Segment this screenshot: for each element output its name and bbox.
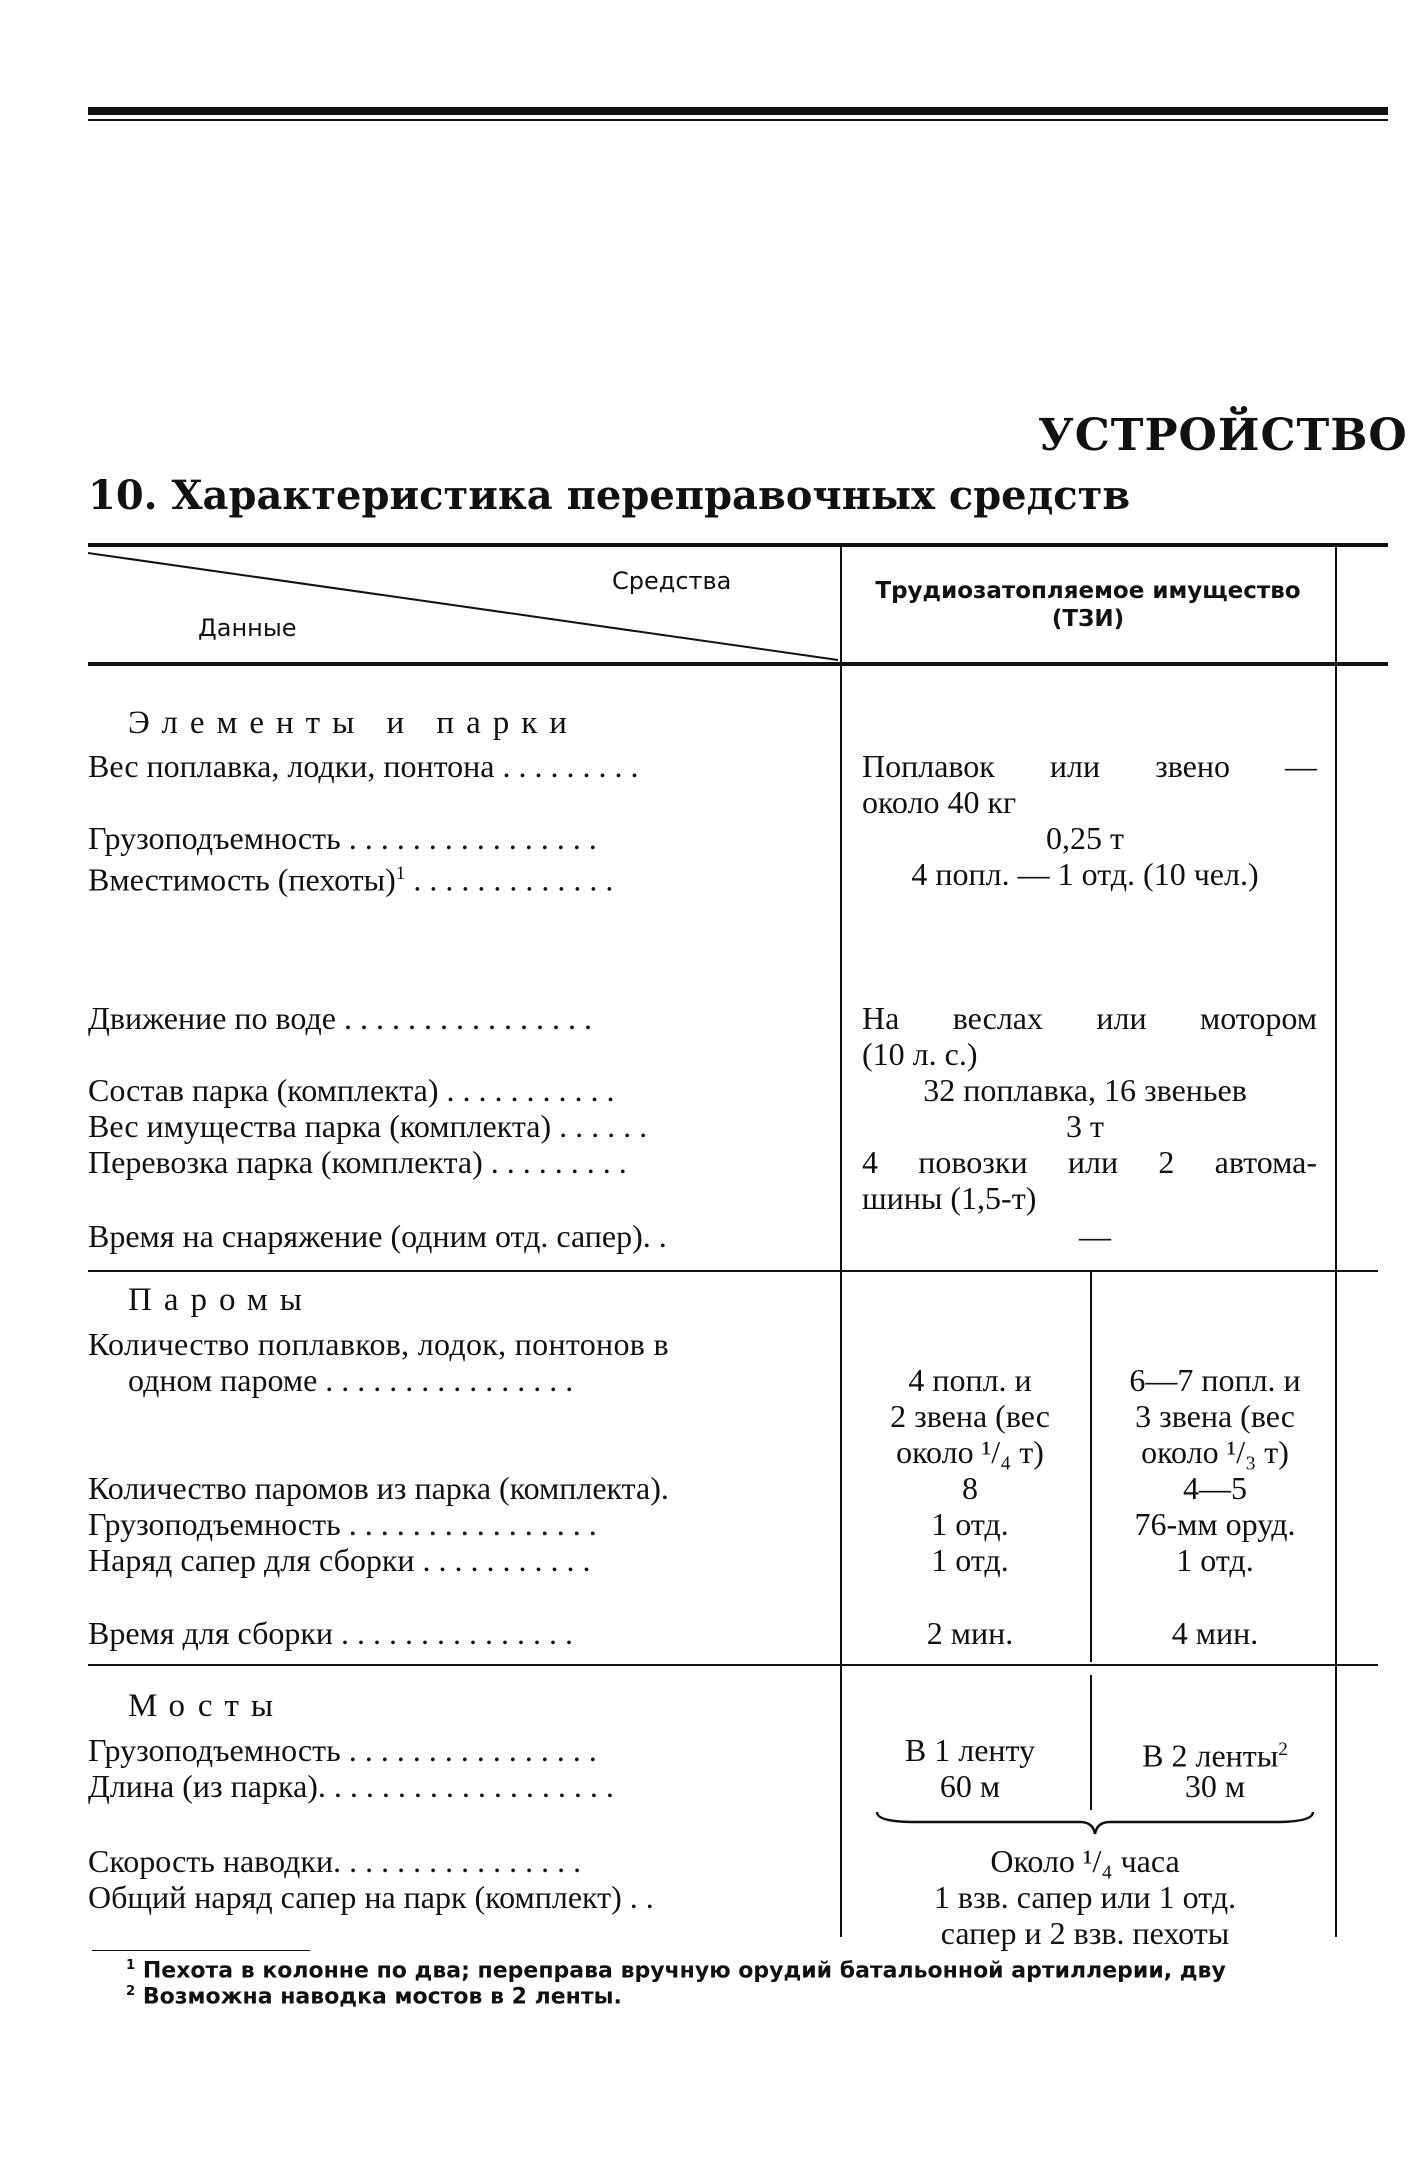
row-label-weight: Вес поплавка, лодки, понтона . . . . . . . . . — [88, 748, 639, 784]
row-value-water-movement-2: (10 л. с.) — [862, 1036, 978, 1072]
row-value-park-composition: 32 поплавка, 16 звеньев — [923, 1072, 1247, 1108]
row-value-equip-time: — — [1079, 1218, 1111, 1254]
row-label-equip-time: Время на снаряжение (одним отд. сапер). . — [88, 1218, 667, 1254]
footnote-ref-2: 2 — [1278, 1739, 1288, 1760]
subcol-divider-bridges — [1090, 1675, 1092, 1810]
footnote-1 — [126, 1958, 1226, 1983]
row-label-ferry-time: Время для сборки . . . . . . . . . . . . . . . — [88, 1615, 574, 1651]
ferry-large-line1: 6—7 попл. и — [1129, 1362, 1301, 1398]
row-value-bridge-crew-2: сапер и 2 взв. пехоты — [940, 1915, 1230, 1951]
column-header — [848, 577, 1328, 633]
column-header-line1: Трудиозатопляемое имущество — [875, 578, 1301, 604]
row-label-ferry-floats-2: одном пароме . . . . . . . . . . . . . . . . — [128, 1362, 574, 1398]
footnote-2 — [126, 1984, 622, 2009]
row-label-bridge-crew: Общий наряд сапер на парк (комплект) . . — [88, 1879, 654, 1915]
group-ferries: Паромы — [128, 1282, 314, 1318]
col-divider-main — [840, 547, 842, 1937]
page-header: УСТРОЙСТВО — [1038, 410, 1408, 461]
footnote-1-mark: 1 — [126, 1958, 136, 1973]
subcol-divider-ferries — [1090, 1272, 1092, 1662]
bridge-brace — [875, 1808, 1315, 1838]
ferry-small-line1: 4 попл. и — [908, 1362, 1032, 1398]
top-rule — [88, 107, 1388, 115]
ferry-time-large: 4 мин. — [1171, 1615, 1259, 1651]
section-title: 10. Характеристика переправочных средств — [88, 472, 1131, 519]
row-label-bridge-capacity: Грузоподъемность . . . . . . . . . . . . . . . . — [88, 1732, 597, 1768]
row-value-capacity: 0,25 т — [1046, 820, 1124, 856]
ferry-count-small: 8 — [962, 1470, 978, 1506]
column-header-line2: (ТЗИ) — [1051, 606, 1125, 632]
footnote-ref-1: 1 — [395, 863, 406, 884]
row-label-capacity: Грузоподъемность . . . . . . . . . . . . . . . . — [88, 820, 597, 856]
corner-label-means: Средства — [612, 567, 732, 595]
row-value-water-movement-1: На веслах или мотором — [862, 1000, 1317, 1036]
row-value-bridge-crew-1: 1 взв. сапер или 1 отд. — [933, 1879, 1237, 1915]
row-label-park-weight: Вес имущества парка (комплекта) . . . . . . — [88, 1108, 648, 1144]
bridge-length-one: 60 м — [939, 1768, 1001, 1804]
row-label-park-transport: Перевозка парка (комплекта) . . . . . . . . . — [88, 1144, 627, 1180]
row-label-ferry-crew: Наряд сапер для сборки . . . . . . . . . . . — [88, 1542, 591, 1578]
row-value-park-weight: 3 т — [1066, 1108, 1104, 1144]
corner-diagonal — [88, 545, 840, 665]
ferry-capacity-small: 1 отд. — [931, 1506, 1009, 1542]
footnote-1-text: Пехота в колонне по два; переправа вручную орудий батальонной артиллерии, дву — [142, 1958, 1226, 1984]
footnote-2-mark: 2 — [126, 1984, 136, 1999]
group-bridges: Мосты — [128, 1688, 286, 1724]
ferry-count-large: 4—5 — [1183, 1470, 1247, 1506]
bridge-capacity-two: В 2 ленты$^2$ — [1142, 1737, 1288, 1774]
corner-label-data: Данные — [198, 614, 297, 642]
row-value-park-transport-1: 4 повозки или 2 автома- — [862, 1144, 1317, 1180]
ferry-crew-large: 1 отд. — [1176, 1542, 1254, 1578]
ferry-large-line2: 3 звена (вес — [1135, 1398, 1295, 1434]
ferry-small-line2: 2 звена (вес — [890, 1398, 1050, 1434]
row-value-bridge-speed: Около ¹/₄ часа — [990, 1843, 1180, 1879]
footnote-rule — [92, 1950, 310, 1951]
ferry-crew-small: 1 отд. — [931, 1542, 1009, 1578]
ferry-large-line3: около ¹/₃ т) — [1141, 1434, 1289, 1470]
row-label-capacity-infantry: Вместимость (пехоты)$^1$ . . . . . . . . . . . . . — [88, 861, 614, 898]
row-value-capacity-infantry: 4 попл. — 1 отд. (10 чел.) — [911, 856, 1259, 892]
ferry-time-small: 2 мин. — [926, 1615, 1014, 1651]
bridge-length-two: 30 м — [1184, 1768, 1246, 1804]
row-label-ferry-capacity: Грузоподъемность . . . . . . . . . . . . . . . . — [88, 1506, 597, 1542]
row-label-park-composition: Состав парка (комплекта) . . . . . . . . . . . — [88, 1072, 615, 1108]
row-label-water-movement: Движение по воде . . . . . . . . . . . . . . . . — [88, 1000, 592, 1036]
divider-ferries — [88, 1270, 1378, 1272]
row-label-ferry-floats-1: Количество поплавков, лодок, понтонов в — [88, 1326, 669, 1362]
row-label-ferry-count: Количество паромов из парка (комплекта). — [88, 1470, 669, 1506]
row-label-bridge-length: Длина (из парка). . . . . . . . . . . . . . . . . . . — [88, 1768, 614, 1804]
row-value-park-transport-2: шины (1,5-т) — [862, 1180, 1037, 1216]
ferry-small-line3: около ¹/₄ т) — [896, 1434, 1044, 1470]
top-rule-thin — [88, 119, 1388, 121]
footnote-2-text: Возможна наводка мостов в 2 ленты. — [142, 1984, 622, 2010]
group-elements: Элементы и парки — [128, 705, 579, 741]
row-value-weight-1: Поплавок или звено — — [862, 748, 1317, 784]
divider-bridges — [88, 1664, 1378, 1666]
row-value-weight-2: около 40 кг — [862, 784, 1017, 820]
row-label-bridge-speed: Скорость наводки. . . . . . . . . . . . . . . . — [88, 1843, 582, 1879]
ferry-capacity-large: 76-мм оруд. — [1134, 1506, 1296, 1542]
bridge-capacity-one: В 1 ленту — [904, 1732, 1036, 1768]
